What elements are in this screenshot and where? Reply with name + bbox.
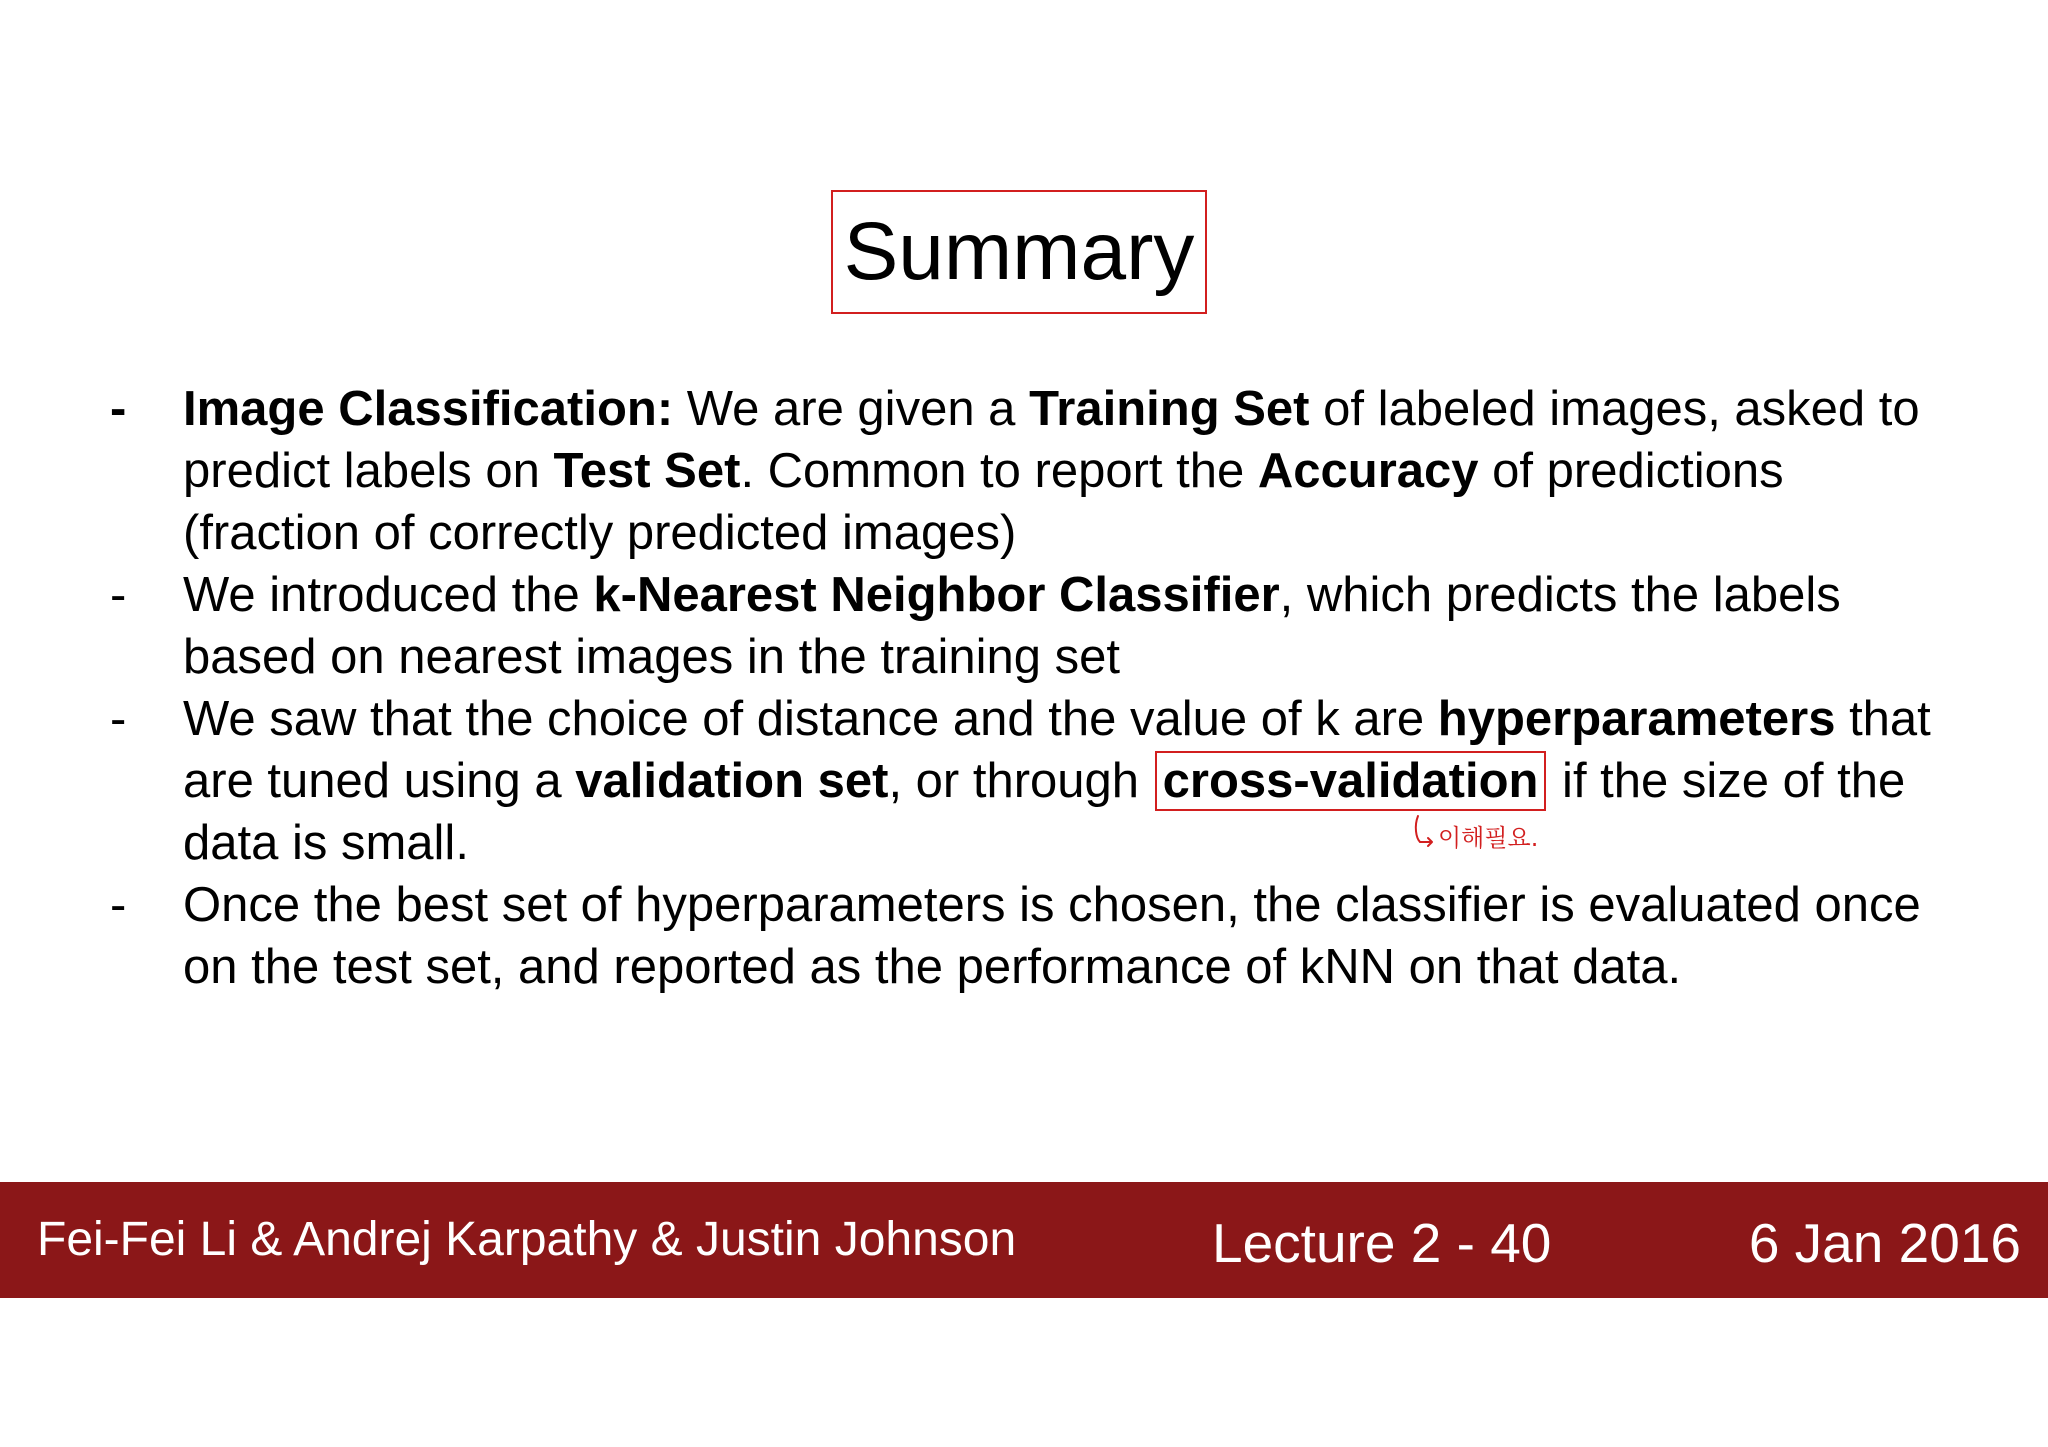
bullet-dash: - <box>110 878 127 932</box>
bullet-knn <box>110 564 1970 688</box>
term-cross-validation: cross-validation <box>1155 751 1547 811</box>
bullet-text: that are tuned using a <box>183 692 1931 808</box>
bullet-text: of labeled images, asked to predict labels on <box>183 382 1920 498</box>
annotation-text: 이해필요. <box>1438 824 1539 852</box>
bullet-text: We saw that the choice of distance and the value of k are <box>183 692 1438 746</box>
term-test-set: Test Set <box>553 444 741 498</box>
bullet-text: , or through <box>888 754 1153 808</box>
bullet-dash: - <box>110 692 127 746</box>
bullet-dash: - <box>110 568 127 622</box>
slide-title: Summary <box>831 190 1207 314</box>
footer-date: 6 Jan 2016 <box>1748 1212 2021 1274</box>
bullet-list <box>110 378 1970 998</box>
term-image-classification: Image Classification: <box>183 382 674 436</box>
bullet-text: of predictions (fraction of correctly predicted images) <box>183 444 1784 560</box>
term-hyperparameters: hyperparameters <box>1437 692 1836 746</box>
bullet-dash: - <box>110 382 127 436</box>
footer-authors: Fei-Fei Li & Andrej Karpathy & Justin Johnson <box>37 1213 1017 1266</box>
bullet-hyperparameters <box>110 688 1970 874</box>
bullet-text: Once the best set of hyperparameters is chosen, the classifier is evaluated once on the test set, and reported as the performance of kNN on that data. <box>183 878 1921 994</box>
handwritten-annotation <box>1410 812 1550 862</box>
bullet-test-evaluation <box>110 874 1970 998</box>
bullet-text: if the size of the data is small. <box>183 754 1906 870</box>
term-knn-classifier: k-Nearest Neighbor Classifier <box>593 568 1280 622</box>
bullet-text: , which predicts the labels based on nearest images in the training set <box>183 568 1841 684</box>
term-accuracy: Accuracy <box>1257 444 1479 498</box>
bullet-text: We introduced the <box>183 568 594 622</box>
term-validation-set: validation set <box>575 754 889 808</box>
bullet-text: . Common to report the <box>740 444 1258 498</box>
term-training-set: Training Set <box>1029 382 1310 436</box>
bullet-text: We are given a <box>673 382 1030 436</box>
bullet-image-classification <box>110 378 1970 564</box>
footer-bar <box>0 1182 2048 1298</box>
footer-lecture-number: Lecture 2 - 40 <box>1212 1212 1552 1274</box>
